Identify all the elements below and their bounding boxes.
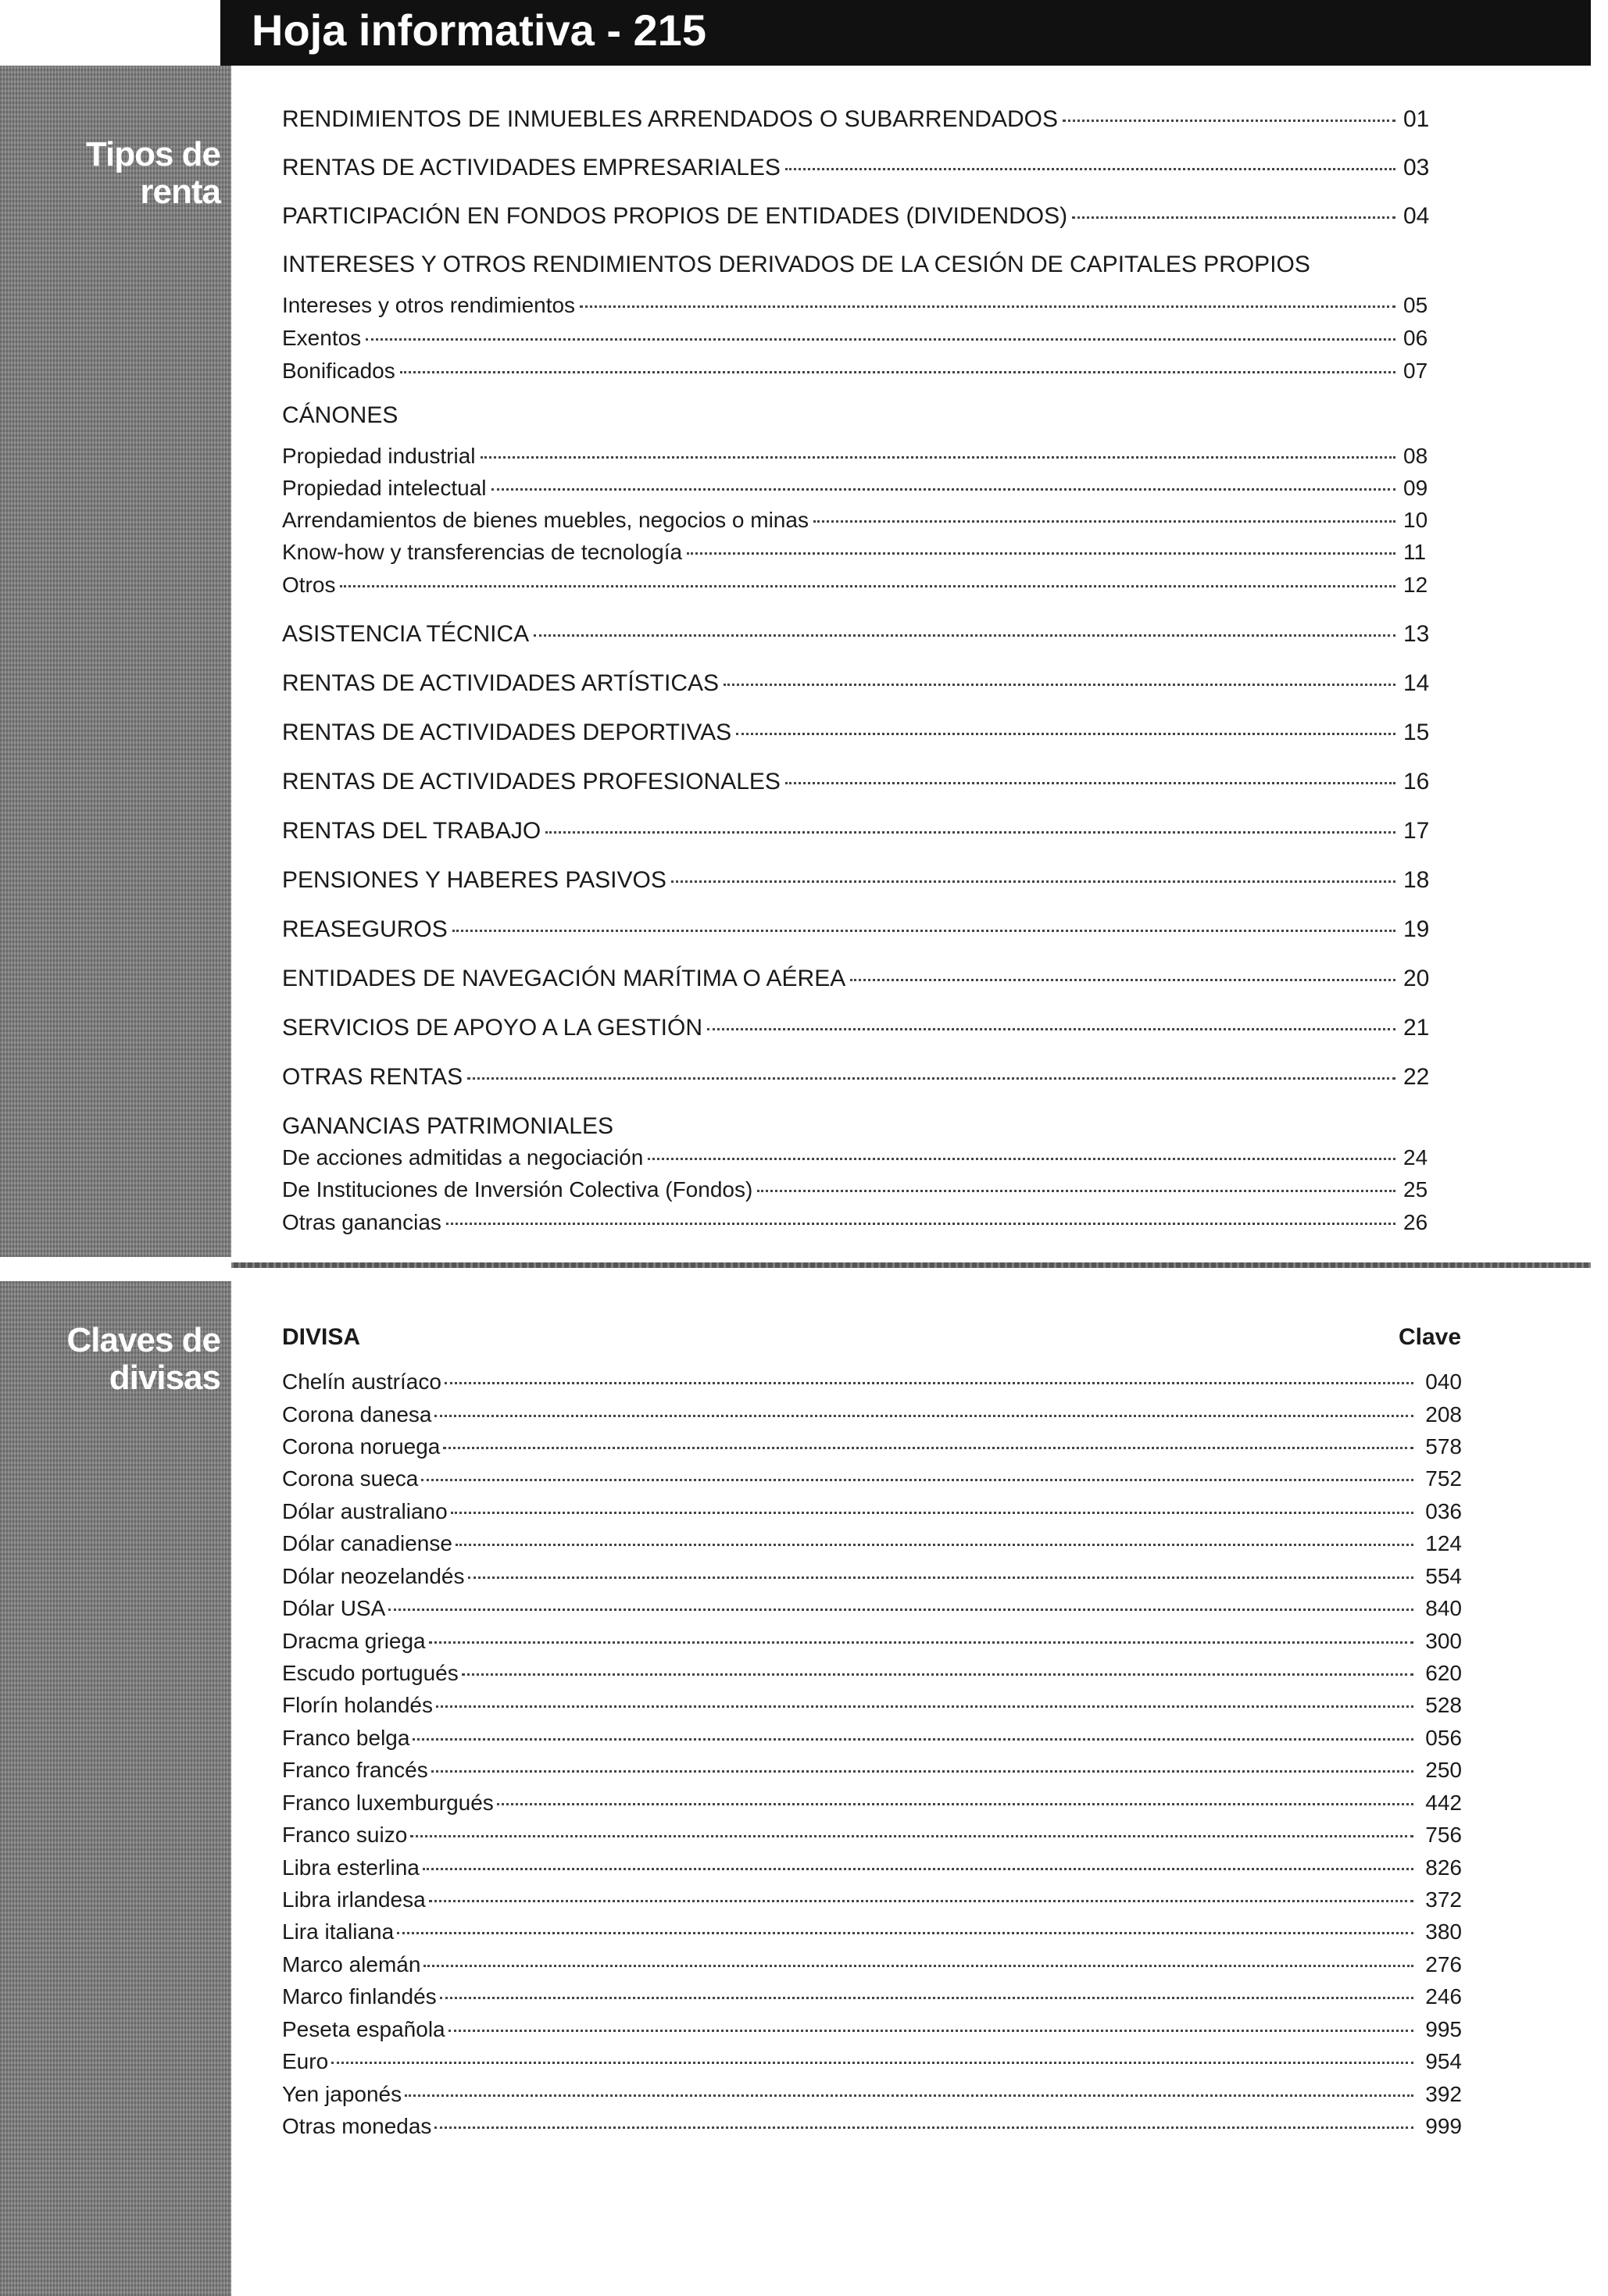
currency-code: 246 <box>1425 1984 1462 2009</box>
leader-dots <box>423 1868 1413 1870</box>
renta-label: OTRAS RENTAS <box>282 1064 463 1090</box>
renta-entry <box>282 1145 1458 1170</box>
renta-code: 19 <box>1403 916 1430 942</box>
currency-row <box>282 1629 1462 1654</box>
leader-dots <box>736 733 1395 735</box>
currency-code: 995 <box>1425 2017 1462 2041</box>
renta-label: ASISTENCIA TÉCNICA <box>282 621 530 647</box>
renta-code: 26 <box>1403 1210 1428 1234</box>
renta-entry <box>282 476 1458 501</box>
renta-code: 22 <box>1403 1064 1430 1090</box>
section-divider <box>231 1262 1591 1268</box>
renta-group-heading: GANANCIAS PATRIMONIALES <box>282 1113 613 1139</box>
currency-code: 036 <box>1425 1499 1462 1523</box>
leader-dots <box>451 1512 1413 1514</box>
currency-row <box>282 1726 1462 1751</box>
currency-row <box>282 1369 1462 1394</box>
currency-row <box>282 2114 1462 2139</box>
currency-code: 840 <box>1425 1596 1462 1620</box>
leader-dots <box>423 1965 1413 1967</box>
renta-code: 14 <box>1403 670 1430 696</box>
currency-name: Libra irlandesa <box>282 1887 426 1912</box>
currency-name: Dólar USA <box>282 1596 386 1620</box>
renta-code: 10 <box>1403 508 1428 532</box>
currency-name: Marco finlandés <box>282 1984 437 2009</box>
currency-code: 040 <box>1425 1369 1462 1394</box>
renta-entry <box>282 966 1458 992</box>
currency-name: Dólar neozelandés <box>282 1564 465 1588</box>
currency-name: Franco luxemburgués <box>282 1791 494 1815</box>
currency-code: 528 <box>1425 1693 1462 1717</box>
currency-name: Yen japonés <box>282 2082 402 2106</box>
section-label-tipos: Tipos de renta <box>85 135 220 211</box>
currency-code: 372 <box>1425 1887 1462 1912</box>
currency-row <box>282 1434 1462 1459</box>
currency-row <box>282 1952 1462 1977</box>
leader-dots <box>813 520 1395 523</box>
currency-code: 954 <box>1425 2049 1462 2073</box>
renta-code: 16 <box>1403 769 1430 794</box>
currency-name: Lira italiana <box>282 1919 395 1944</box>
leader-dots <box>481 456 1396 459</box>
renta-code: 11 <box>1403 540 1427 564</box>
renta-code: 20 <box>1403 966 1430 991</box>
currency-name: Otras monedas <box>282 2114 432 2138</box>
renta-label: Arrendamientos de bienes muebles, negocios o minas <box>282 508 809 532</box>
renta-code: 13 <box>1403 621 1430 647</box>
renta-label: Intereses y otros rendimientos <box>282 293 576 317</box>
renta-entry <box>282 573 1458 598</box>
renta-code: 05 <box>1403 293 1428 317</box>
page-title: Hoja informativa - 215 <box>252 5 706 55</box>
renta-entry <box>282 916 1458 943</box>
currency-code: 300 <box>1425 1629 1462 1653</box>
currency-code: 752 <box>1425 1466 1462 1491</box>
renta-group-heading: CÁNONES <box>282 402 398 428</box>
leader-dots <box>462 1673 1413 1676</box>
renta-code: 07 <box>1403 359 1428 383</box>
leader-dots <box>413 1738 1413 1741</box>
renta-code: 21 <box>1403 1015 1430 1041</box>
currency-row <box>282 1855 1462 1880</box>
currency-name: Chelín austríaco <box>282 1369 441 1394</box>
currency-row <box>282 2082 1462 2107</box>
leader-dots <box>1072 216 1395 219</box>
currency-row <box>282 1791 1462 1816</box>
currency-name: Franco belga <box>282 1726 410 1750</box>
leader-dots <box>446 1223 1395 1225</box>
leader-dots <box>429 1900 1413 1902</box>
currency-name: Corona danesa <box>282 1402 432 1427</box>
renta-label: De acciones admitidas a negociación <box>282 1145 644 1169</box>
renta-entry <box>282 670 1458 697</box>
leader-dots <box>724 684 1395 686</box>
renta-label: De Instituciones de Inversión Colectiva (Fondos) <box>282 1177 753 1202</box>
leader-dots <box>467 1077 1395 1080</box>
leader-dots <box>410 1835 1413 1837</box>
leader-dots <box>431 1770 1413 1773</box>
renta-code: 15 <box>1403 720 1430 745</box>
sidebar-tipos-de-renta <box>0 66 231 1257</box>
renta-entry <box>282 540 1458 565</box>
currency-name: Marco alemán <box>282 1952 421 1976</box>
leader-dots <box>421 1479 1413 1481</box>
leader-dots <box>434 1415 1413 1417</box>
section-label-divisas-line1: Claves de <box>66 1321 220 1359</box>
renta-label: Propiedad intelectual <box>282 476 487 500</box>
renta-entry <box>282 1015 1458 1041</box>
sidebar-claves-divisas <box>0 1281 231 2296</box>
currency-row <box>282 1402 1462 1427</box>
currency-code: 826 <box>1425 1855 1462 1880</box>
renta-label: RENTAS DEL TRABAJO <box>282 818 541 844</box>
currency-row <box>282 1887 1462 1912</box>
currency-name: Dólar canadiense <box>282 1531 452 1555</box>
leader-dots <box>397 1932 1413 1934</box>
currency-row <box>282 2049 1462 2074</box>
leader-dots <box>707 1028 1395 1030</box>
leader-dots <box>452 930 1395 932</box>
renta-label: RENTAS DE ACTIVIDADES DEPORTIVAS <box>282 720 732 745</box>
renta-entry <box>282 1210 1458 1235</box>
leader-dots <box>757 1190 1395 1192</box>
currency-code: 380 <box>1425 1919 1462 1944</box>
leader-dots <box>497 1803 1413 1805</box>
leader-dots <box>648 1158 1395 1160</box>
leader-dots <box>445 1382 1413 1384</box>
renta-code: 08 <box>1403 444 1428 468</box>
renta-entry <box>282 106 1458 133</box>
currency-code: 442 <box>1425 1791 1462 1815</box>
currency-name: Peseta española <box>282 2017 445 2041</box>
renta-label: RENTAS DE ACTIVIDADES ARTÍSTICAS <box>282 670 720 696</box>
renta-entry <box>282 203 1458 230</box>
leader-dots <box>468 1576 1414 1579</box>
currency-row <box>282 1596 1462 1621</box>
renta-label: REASEGUROS <box>282 916 448 942</box>
renta-label: PENSIONES Y HABERES PASIVOS <box>282 867 666 893</box>
currency-code: 999 <box>1425 2114 1462 2138</box>
renta-entry <box>282 867 1458 894</box>
currency-row <box>282 1823 1462 1848</box>
renta-code: 24 <box>1403 1145 1428 1169</box>
leader-dots <box>534 634 1395 637</box>
currency-name: Escudo portugués <box>282 1661 459 1685</box>
currency-row <box>282 1693 1462 1718</box>
currency-row <box>282 1531 1462 1556</box>
leader-dots <box>448 2030 1413 2032</box>
renta-entry <box>282 444 1458 469</box>
renta-entry <box>282 818 1458 844</box>
currency-name: Florín holandés <box>282 1693 434 1717</box>
leader-dots <box>785 782 1395 784</box>
renta-label: Bonificados <box>282 359 395 383</box>
currency-row <box>282 1984 1462 2009</box>
currency-name: Libra esterlina <box>282 1855 420 1880</box>
renta-entry <box>282 621 1458 648</box>
leader-dots <box>1063 120 1395 122</box>
leader-dots <box>443 1447 1413 1449</box>
leader-dots <box>850 979 1395 981</box>
currency-code: 554 <box>1425 1564 1462 1588</box>
renta-entry <box>282 769 1458 795</box>
currency-code: 250 <box>1425 1758 1462 1782</box>
leader-dots <box>434 2126 1413 2129</box>
leader-dots <box>456 1544 1413 1546</box>
leader-dots <box>687 552 1395 555</box>
renta-label: RENDIMIENTOS DE INMUEBLES ARRENDADOS O SUBARRENDADOS <box>282 106 1058 132</box>
renta-code: 09 <box>1403 476 1428 500</box>
currency-name: Franco francés <box>282 1758 428 1782</box>
renta-code: 18 <box>1403 867 1430 893</box>
leader-dots <box>331 2062 1413 2064</box>
renta-entry <box>282 326 1458 351</box>
leader-dots <box>400 371 1395 373</box>
renta-label: RENTAS DE ACTIVIDADES EMPRESARIALES <box>282 155 781 180</box>
page-header <box>220 0 1591 66</box>
column-header-clave: Clave <box>1399 1324 1462 1350</box>
renta-label: Know-how y transferencias de tecnología <box>282 540 683 564</box>
renta-entry <box>282 293 1458 318</box>
leader-dots <box>366 338 1395 341</box>
currency-row <box>282 1564 1462 1589</box>
currency-code: 756 <box>1425 1823 1462 1847</box>
leader-dots <box>436 1705 1413 1708</box>
currency-code: 392 <box>1425 2082 1462 2106</box>
leader-dots <box>671 880 1395 883</box>
renta-label: ENTIDADES DE NAVEGACIÓN MARÍTIMA O AÉREA <box>282 966 846 991</box>
renta-label: Otras ganancias <box>282 1210 441 1234</box>
section-label-divisas-line2: divisas <box>109 1359 220 1397</box>
renta-label: RENTAS DE ACTIVIDADES PROFESIONALES <box>282 769 781 794</box>
renta-label: Otros <box>282 573 336 597</box>
renta-code: 17 <box>1403 818 1430 844</box>
currency-row <box>282 2017 1462 2042</box>
renta-code: 03 <box>1403 155 1430 180</box>
renta-entry <box>282 508 1458 533</box>
currency-code: 208 <box>1425 1402 1462 1427</box>
renta-entry <box>282 1177 1458 1202</box>
renta-label: PARTICIPACIÓN EN FONDOS PROPIOS DE ENTIDADES (DIVIDENDOS) <box>282 203 1068 229</box>
currency-name: Euro <box>282 2049 329 2073</box>
leader-dots <box>545 831 1395 834</box>
leader-dots <box>405 2094 1413 2097</box>
renta-label: SERVICIOS DE APOYO A LA GESTIÓN <box>282 1015 702 1041</box>
leader-dots <box>340 585 1395 587</box>
currency-code: 056 <box>1425 1726 1462 1750</box>
currency-code: 578 <box>1425 1434 1462 1459</box>
renta-entry <box>282 720 1458 746</box>
currency-row <box>282 1758 1462 1783</box>
currency-name: Corona sueca <box>282 1466 419 1491</box>
currency-row <box>282 1919 1462 1944</box>
leader-dots <box>388 1609 1413 1611</box>
renta-label: Propiedad industrial <box>282 444 476 468</box>
currency-row <box>282 1499 1462 1524</box>
renta-code: 25 <box>1403 1177 1428 1202</box>
renta-code: 06 <box>1403 326 1428 350</box>
currency-code: 620 <box>1425 1661 1462 1685</box>
renta-code: 01 <box>1403 106 1430 132</box>
leader-dots <box>580 305 1395 308</box>
renta-entry <box>282 155 1458 181</box>
renta-code: 12 <box>1403 573 1428 597</box>
currency-row <box>282 1466 1462 1491</box>
leader-dots <box>429 1641 1413 1644</box>
renta-label: Exentos <box>282 326 362 350</box>
currency-code: 124 <box>1425 1531 1462 1555</box>
currency-name: Franco suizo <box>282 1823 408 1847</box>
section-label-divisas <box>67 1322 220 1397</box>
currency-code: 276 <box>1425 1952 1462 1976</box>
renta-code: 04 <box>1403 203 1430 229</box>
currency-row <box>282 1661 1462 1686</box>
renta-entry <box>282 1064 1458 1091</box>
leader-dots <box>440 1997 1413 1999</box>
leader-dots <box>785 168 1395 170</box>
leader-dots <box>491 488 1395 491</box>
renta-group-heading: INTERESES Y OTROS RENDIMIENTOS DERIVADOS DE LA CESIÓN DE CAPITALES PROPIOS <box>282 252 1310 277</box>
currency-name: Dólar australiano <box>282 1499 448 1523</box>
column-header-divisa: DIVISA <box>282 1324 361 1350</box>
renta-entry <box>282 359 1458 384</box>
currency-name: Corona noruega <box>282 1434 441 1459</box>
currency-name: Dracma griega <box>282 1629 426 1653</box>
